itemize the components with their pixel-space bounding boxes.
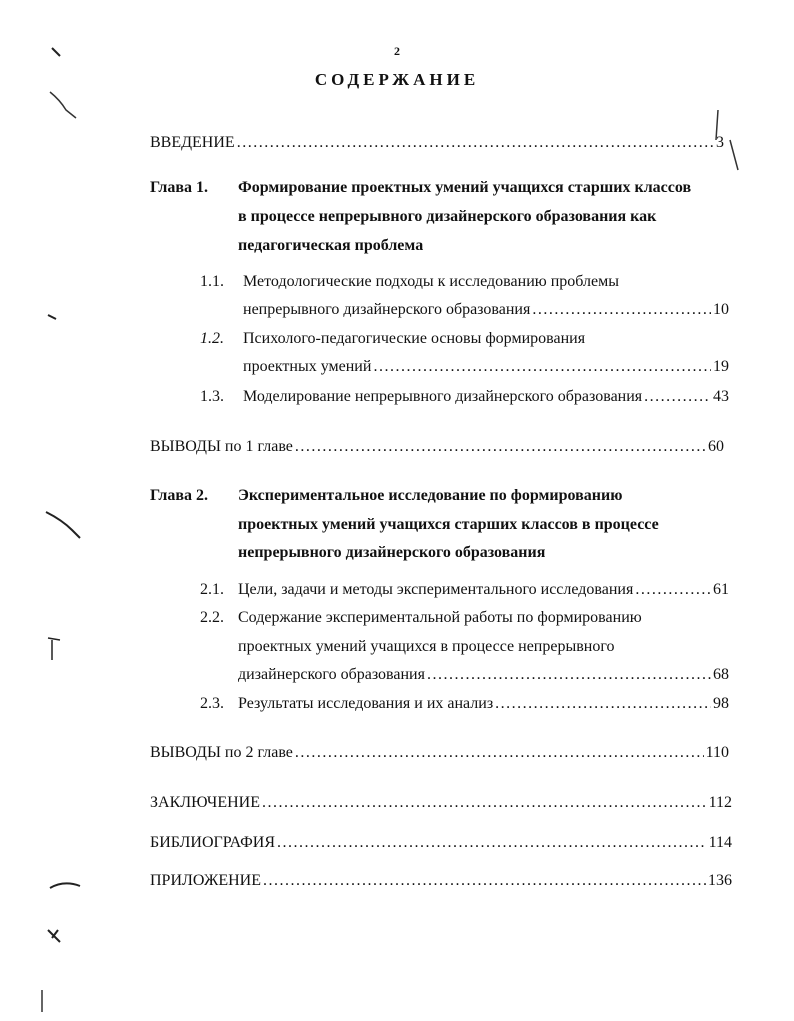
toc-label: ПРИЛОЖЕНИЕ (150, 872, 262, 889)
toc-label: проектных умений (243, 358, 372, 375)
toc-page: 68 (713, 666, 729, 683)
section-number: 1.1. (200, 273, 224, 290)
toc-page: 112 (708, 794, 732, 811)
toc-label: ВЫВОДЫ по 2 главе (150, 744, 293, 761)
toc-label: ЗАКЛЮЧЕНИЕ (150, 794, 260, 811)
toc-page: 3 (716, 134, 724, 151)
scan-mark (50, 92, 76, 118)
section-title-line: Психолого-педагогические основы формирования (243, 330, 586, 347)
toc-label: дизайнерского образования (238, 666, 425, 683)
toc-label: ВВЕДЕНИЕ (150, 134, 235, 151)
chapter-2-label: Глава 2. (150, 487, 208, 504)
toc-page: 19 (713, 358, 729, 375)
scan-mark (46, 512, 80, 538)
toc-page: 110 (705, 744, 729, 761)
toc-page: 136 (708, 872, 732, 889)
toc-page: 10 (713, 301, 729, 318)
toc-label: Моделирование непрерывного дизайнерского образования (243, 388, 643, 405)
chapter-1-label: Глава 1. (150, 179, 208, 196)
scan-mark (48, 315, 56, 319)
toc-label: ВЫВОДЫ по 1 главе (150, 438, 293, 455)
scan-mark (50, 883, 80, 888)
section-number: 2.2. (200, 609, 224, 626)
chapter-1-title-line: педагогическая проблема (238, 237, 424, 254)
section-number: 1.3. (200, 388, 224, 405)
page-number: 2 (394, 44, 400, 58)
toc-page: 43 (713, 388, 729, 405)
section-title-line: Содержание экспериментальной работы по формированию (238, 609, 642, 626)
chapter-2-title-line: проектных умений учащихся старших классов в процессе (238, 516, 659, 533)
chapter-2-title-line: Экспериментальное исследование по формированию (238, 487, 623, 504)
scan-mark (48, 638, 60, 660)
scan-mark (716, 110, 738, 170)
section-number: 2.1. (200, 581, 224, 598)
toc-label: БИБЛИОГРАФИЯ (150, 834, 276, 851)
section-number: 2.3. (200, 695, 224, 712)
section-title-line: Методологические подходы к исследованию проблемы (243, 273, 619, 290)
section-number: 1.2. (200, 330, 224, 347)
page-title: СОДЕРЖАНИЕ (314, 70, 480, 89)
toc-label: Цели, задачи и методы экспериментального исследования (238, 581, 634, 598)
chapter-2-title-line: непрерывного дизайнерского образования (238, 544, 546, 561)
toc-label: непрерывного дизайнерского образования (243, 301, 531, 318)
chapter-1-title-line: в процессе непрерывного дизайнерского образования как (238, 208, 657, 225)
chapter-1-title-line: Формирование проектных умений учащихся старших классов (238, 179, 692, 196)
toc-page: 98 (713, 695, 729, 712)
toc-page: 60 (708, 438, 724, 455)
section-title-line: проектных умений учащихся в процессе непрерывного (238, 638, 615, 655)
toc-page: 114 (708, 834, 732, 851)
scan-mark (48, 930, 60, 942)
toc-label: Результаты исследования и их анализ (238, 695, 494, 712)
toc-page: 61 (713, 581, 729, 598)
scan-mark (52, 48, 60, 56)
